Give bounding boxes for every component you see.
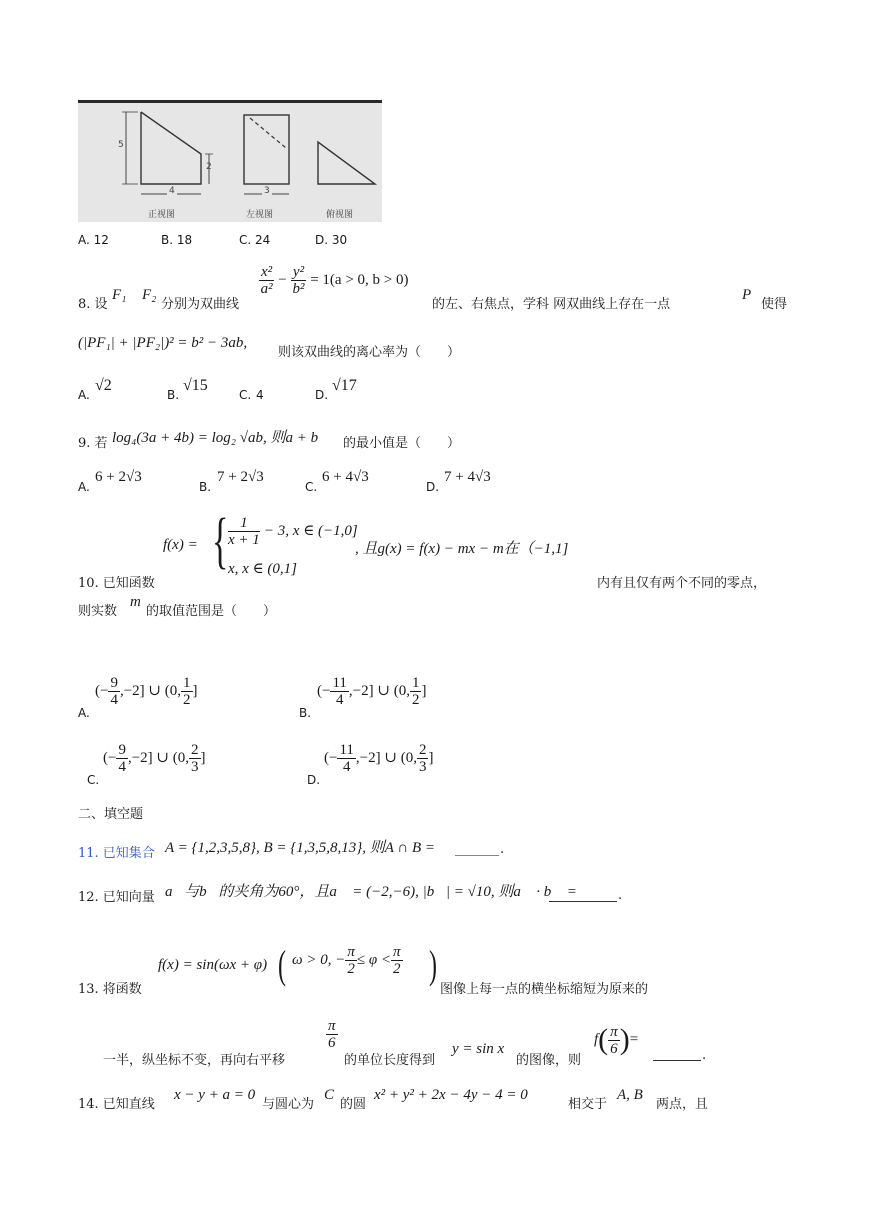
q11-prefix: 11. 已知集合 — [78, 846, 155, 861]
three-view-drawing — [78, 100, 382, 222]
q13-paren-close: ) — [429, 942, 437, 987]
q10-tail-1: 内有且仅有两个不同的零点， — [597, 576, 767, 591]
q8-option-d-label: D. — [315, 388, 329, 402]
q10-option-d-label: D. — [307, 773, 321, 787]
q14-text-4: 两点，且 — [656, 1097, 709, 1112]
q10-option-a-value: (− $\frac{9}{4}$ ,−2] ∪ (0, $\frac{1}{2}$ ] — [95, 675, 198, 708]
q10-f-lhs: f(x) = — [163, 537, 198, 553]
q7-option-c: C. 24 — [239, 233, 271, 247]
q9-option-a-value: 6 + 2√3 — [95, 469, 142, 485]
q9-option-a-label: A. — [78, 480, 90, 494]
q12-end: . — [618, 888, 623, 903]
dim-width: 4 — [169, 186, 175, 196]
q8-option-a-label: A. — [78, 388, 90, 402]
q14-points-ab: A, B — [617, 1087, 643, 1103]
q11-end: . — [500, 842, 505, 857]
top-view-label: 俯视图 — [326, 210, 354, 220]
dim-height: 5 — [118, 140, 124, 150]
q14-circle-equation: x² + y² + 2x − 4y − 4 = 0 — [374, 1087, 528, 1103]
q8-text-4: 则该双曲线的离心率为（ ） — [278, 345, 461, 360]
front-view-label: 正视图 — [148, 210, 176, 220]
q10-case-2: x, x ∈ (0,1] — [228, 561, 298, 577]
q11-equation: A = {1,2,3,5,8}, B = {1,3,5,8,13}, 则A ∩ B = — [165, 840, 436, 856]
dim-left-width: 3 — [264, 186, 270, 196]
q10-option-d-value: (− $\frac{11}{4}$ ,−2] ∪ (0, $\frac{2}{3}$ ] — [324, 742, 434, 775]
q10-brace: { — [212, 507, 229, 575]
q8-text-1: 分别为双曲线 — [161, 297, 240, 312]
q10-condition: , 且g(x) = f(x) − mx − m在（−1,1] — [355, 541, 569, 557]
q13-end: . — [702, 1048, 707, 1063]
q9-option-b-value: 7 + 2√3 — [217, 469, 264, 485]
q13-paren-open: ( — [278, 942, 286, 987]
q14-text-3: 相交于 — [568, 1097, 608, 1112]
q13-line2-a: 一半，纵坐标不变，再向右平移 — [103, 1053, 286, 1068]
q10-prefix: 10. 已知函数 — [78, 576, 155, 591]
q7-option-b: B. 18 — [161, 233, 193, 247]
q9-option-c-label: C. — [305, 480, 318, 494]
q13-y-sin-x: y = sin x — [452, 1041, 505, 1057]
q9-option-d-value: 7 + 4√3 — [444, 469, 491, 485]
q11-answer-blank[interactable] — [455, 840, 499, 856]
q7-option-d: D. 30 — [315, 233, 348, 247]
q8-option-b-label: B. — [167, 388, 180, 402]
q8-prefix: 8. 设 — [78, 297, 108, 312]
q12-answer-blank[interactable] — [549, 886, 617, 902]
q9-tail: 的最小值是（ ） — [343, 436, 461, 451]
q10-m: m — [130, 594, 141, 610]
q13-tail-1: 图像上每一点的横坐标缩短为原来的 — [440, 982, 649, 997]
q8-hyperbola-equation: $\frac{\text{x²}}{\text{a²}}$ − $\frac{\text{y²}}{\text{b²}}$ = 1(a > 0, b > 0) — [260, 264, 409, 297]
q8-option-a-value: √2 — [95, 377, 112, 394]
q10-option-c-value: (− $\frac{9}{4}$ ,−2] ∪ (0, $\frac{2}{3}$ ] — [103, 742, 206, 775]
q8-condition: (|PF₁| + |PF₂|)² = b² − 3ab, — [78, 335, 248, 351]
q8-eq-right: = 1(a > 0, b > 0) — [310, 272, 409, 288]
q12-prefix: 12. 已知向量 — [78, 890, 155, 905]
q8-f2: F₂ — [142, 287, 157, 303]
q14-line-equation: x − y + a = 0 — [174, 1087, 256, 1103]
q13-answer-blank[interactable] — [653, 1045, 701, 1061]
q9-option-c-value: 6 + 4√3 — [322, 469, 369, 485]
q8-option-d-value: √17 — [332, 377, 357, 394]
q10-case1-den: x + 1 — [228, 532, 260, 548]
q9-option-d-label: D. — [426, 480, 440, 494]
q13-equation-left: f(x) = sin(ωx + φ) — [158, 957, 268, 973]
q9-prefix: 9. 若 — [78, 436, 108, 451]
q8-point-p: P — [742, 287, 752, 303]
q13-line2-c: 的图像，则 — [516, 1053, 582, 1068]
q10-option-b-label: B. — [299, 706, 312, 720]
section-heading-fill-in: 二、填空题 — [78, 807, 144, 822]
q14-prefix: 14. 已知直线 — [78, 1097, 155, 1112]
q13-f-pi-over-6: f( $\frac{\pi}{6}$ )= — [594, 1023, 639, 1057]
q10-case-1 — [228, 515, 358, 548]
q14-center-c: C — [324, 1087, 335, 1103]
q8-option-c-value: 4 — [256, 388, 264, 402]
q7-option-a: A. 12 — [78, 233, 109, 247]
q13-prefix: 13. 将函数 — [78, 982, 142, 997]
q13-condition: ω > 0, − $\frac{\pi}{2}$ ≤ φ < $\frac{\pi}{2}$ — [292, 944, 401, 977]
q10-option-c-label: C. — [87, 773, 100, 787]
q8-f1: F₁ — [112, 287, 127, 303]
q8-text-2: 的左、右焦点，学科 网双曲线上存在一点 — [432, 297, 671, 312]
q9-option-b-label: B. — [199, 480, 212, 494]
q9-equation: log₄(3a + 4b) = log₂ √ab, 则a + b — [112, 430, 319, 446]
q8-option-c-label: C. — [239, 388, 252, 402]
q8-option-b-value: √15 — [183, 377, 208, 394]
q14-text-1: 与圆心为 — [262, 1097, 315, 1112]
q10-case1-num: 1 — [228, 515, 260, 532]
q13-shift-fraction: $\frac{\pi}{6}$ — [328, 1018, 336, 1051]
q10-case1-rest: − 3, x ∈ (−1,0] — [263, 523, 358, 539]
q12-equation: a⃗与b⃗的夹角为60°，且a⃗ = (−2,−6), |b⃗| = √10, 则a⃗ · b⃗ = — [165, 884, 577, 900]
q8-text-3: 使得 — [761, 297, 788, 312]
q10-option-a-label: A. — [78, 706, 90, 720]
left-view-label: 左视图 — [246, 210, 274, 220]
q13-line2-b: 的单位长度得到 — [344, 1053, 436, 1068]
dim-small: 2 — [206, 162, 212, 172]
q10-option-b-value: (− $\frac{11}{4}$ ,−2] ∪ (0, $\frac{1}{2}$ ] — [317, 675, 427, 708]
q14-text-2: 的圆 — [340, 1097, 367, 1112]
three-view-figure — [78, 100, 382, 222]
q10-tail-2a: 则实数 — [78, 604, 118, 619]
q10-tail-2b: 的取值范围是（ ） — [146, 604, 277, 619]
